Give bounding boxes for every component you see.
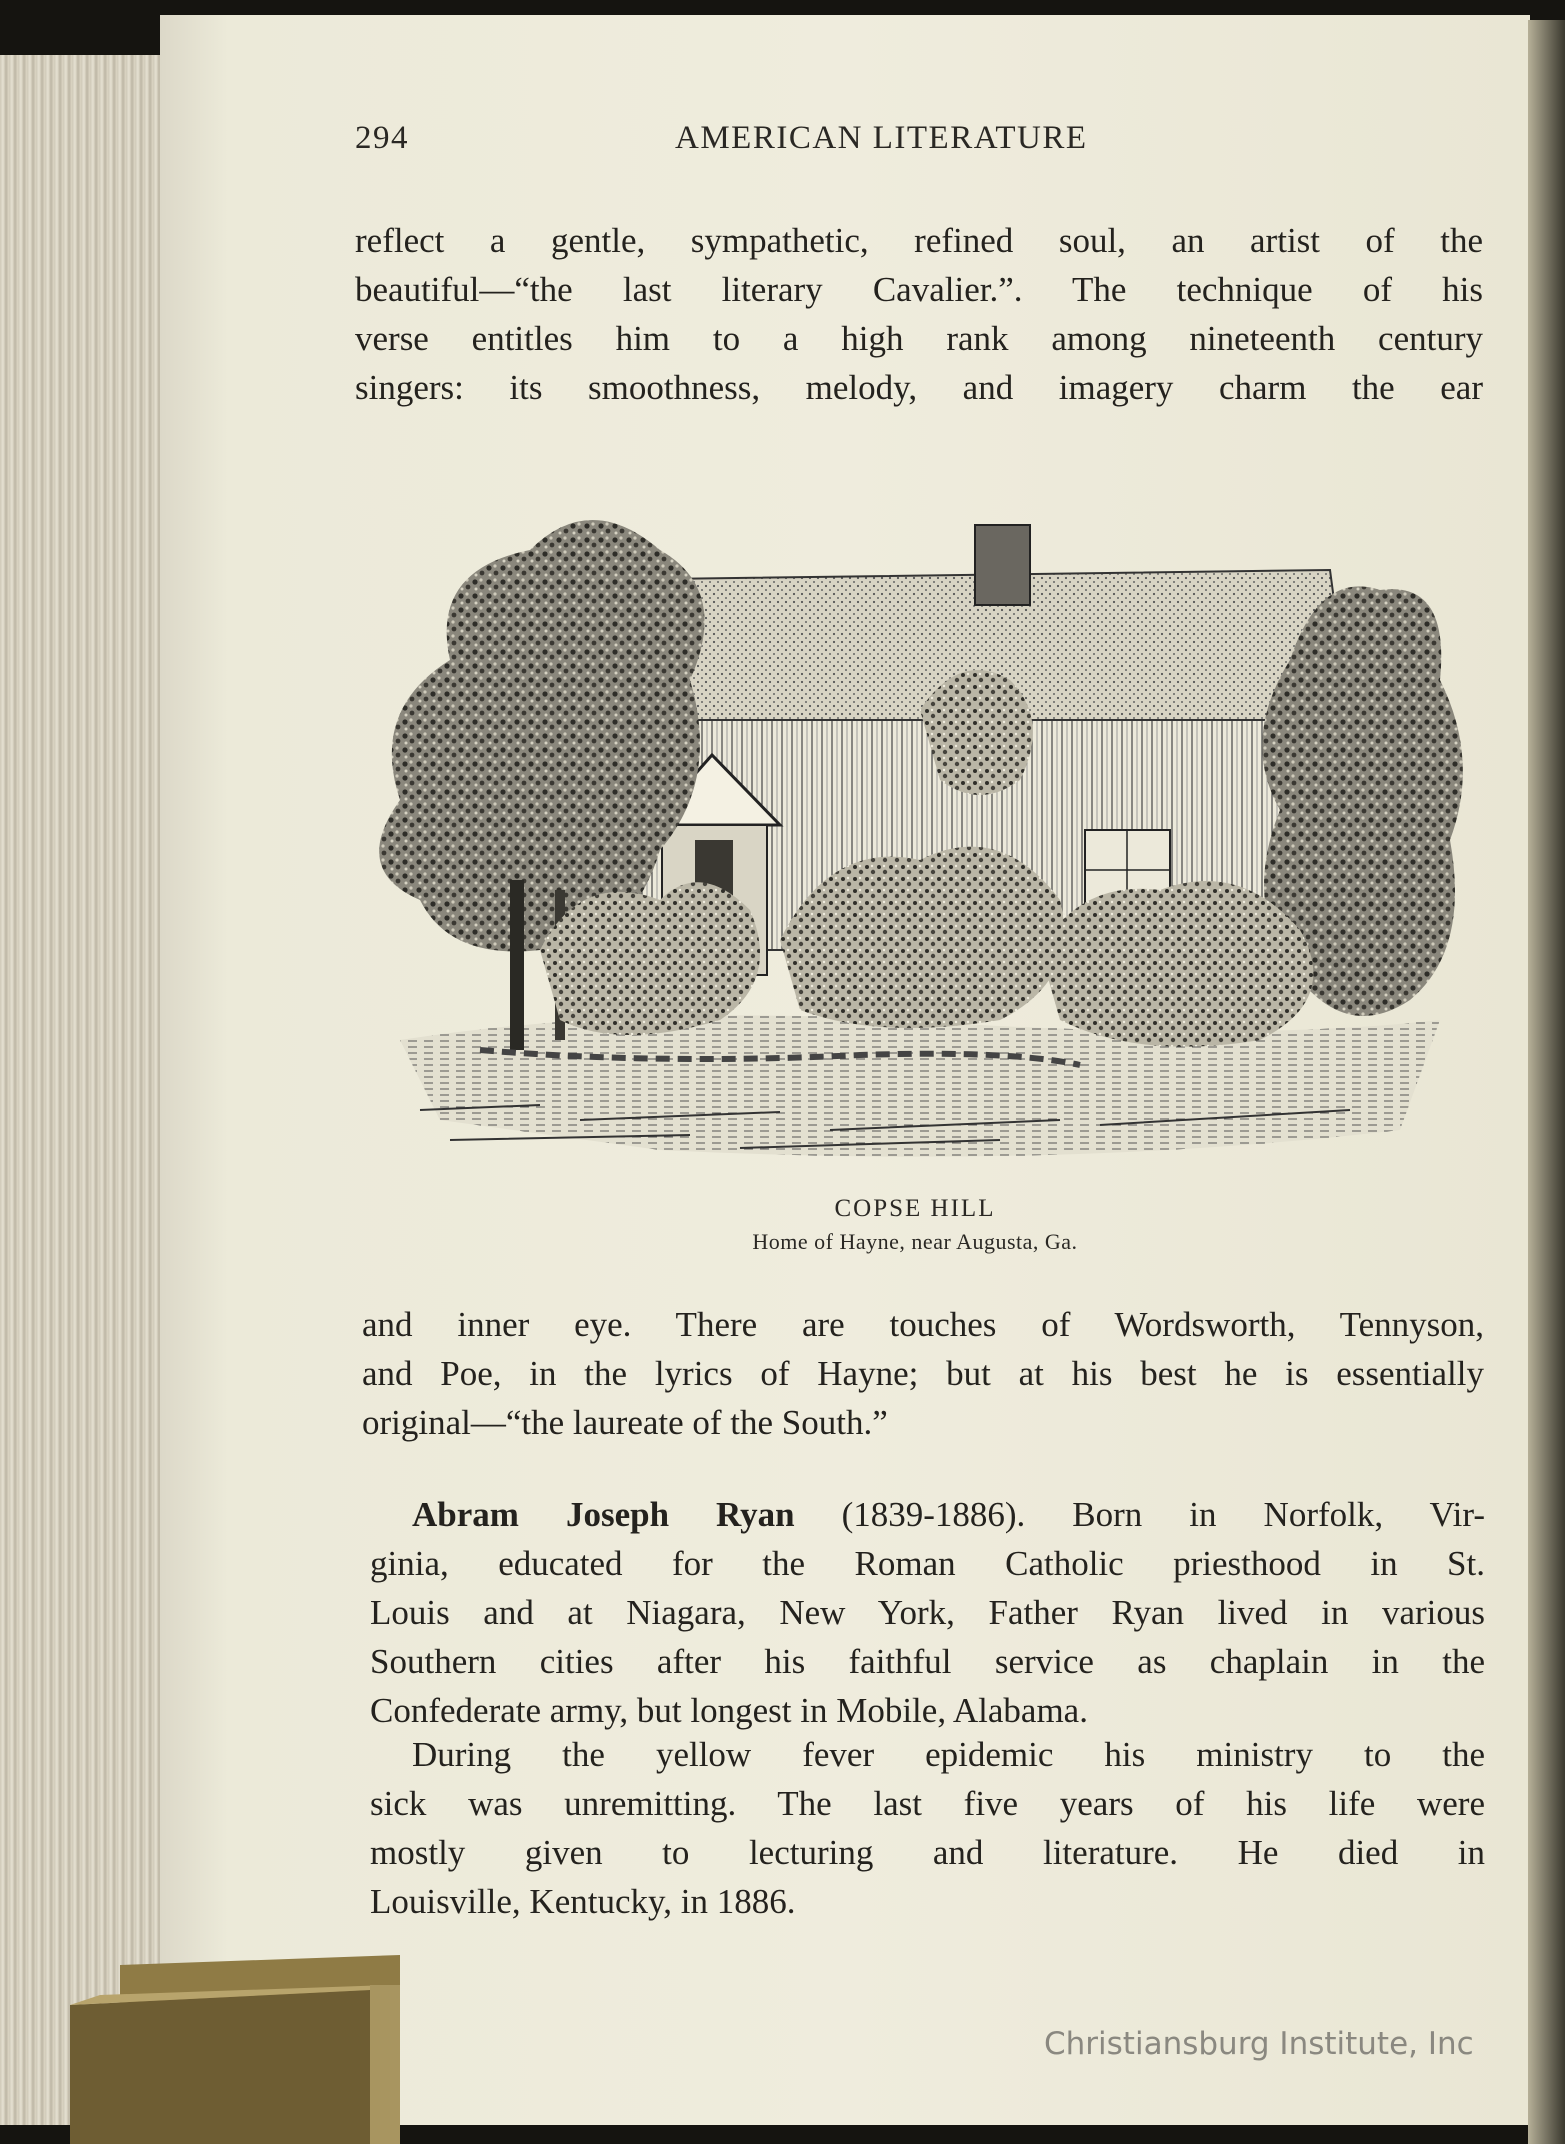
text-line: reflect a gentle, sympathetic, refined soul, an artist of the (355, 221, 1483, 260)
paragraph-ryan-bio (370, 1490, 1485, 1735)
paragraph-hayne-end (362, 1300, 1484, 1447)
copse-hill-engraving (360, 480, 1485, 1170)
text-line: mostly given to lecturing and literature. He died in (370, 1833, 1485, 1872)
page-right-shadow (1528, 20, 1565, 2144)
watermark: Christiansburg Institute, Inc (1044, 2026, 1474, 2062)
text-line: singers: its smoothness, melody, and imagery charm the ear (355, 368, 1483, 407)
paragraph-hayne-continued (355, 216, 1483, 412)
figure-caption (610, 1195, 1220, 1255)
text-line: Southern cities after his faithful service as chaplain in the (370, 1642, 1485, 1681)
text-line: verse entitles him to a high rank among nineteenth century (355, 319, 1483, 358)
page-number: 294 (355, 120, 409, 156)
caption-title: COPSE HILL (834, 1195, 996, 1222)
text-line: During the yellow fever epidemic his ministry to the (412, 1735, 1485, 1774)
text-line-rest: (1839-1886). Born in Norfolk, Vir- (794, 1495, 1485, 1534)
author-name: Abram Joseph Ryan (412, 1495, 795, 1534)
text-line: sick was unremitting. The last five years of his life were (370, 1784, 1485, 1823)
running-title: AMERICAN LITERATURE (675, 120, 1088, 156)
text-line: Louisville, Kentucky, in 1886. (370, 1882, 796, 1921)
book-corner-object (70, 1945, 400, 2144)
text-line (370, 1490, 1485, 1539)
text-line: Confederate army, but longest in Mobile, Alabama. (370, 1691, 1088, 1730)
caption-subtitle: Home of Hayne, near Augusta, Ga. (752, 1229, 1078, 1254)
text-line: Louis and at Niagara, New York, Father Ryan lived in various (370, 1593, 1485, 1632)
text-line: and inner eye. There are touches of Wordsworth, Tennyson, (362, 1305, 1484, 1344)
page-stack-edges (0, 55, 175, 2125)
paragraph-ryan-ministry (370, 1730, 1485, 1926)
text-line: beautiful—“the last literary Cavalier.”. The technique of his (355, 270, 1483, 309)
text-line: and Poe, in the lyrics of Hayne; but at his best he is essentially (362, 1354, 1484, 1393)
text-line: ginia, educated for the Roman Catholic priesthood in St. (370, 1544, 1485, 1583)
text-line: original—“the laureate of the South.” (362, 1403, 888, 1442)
